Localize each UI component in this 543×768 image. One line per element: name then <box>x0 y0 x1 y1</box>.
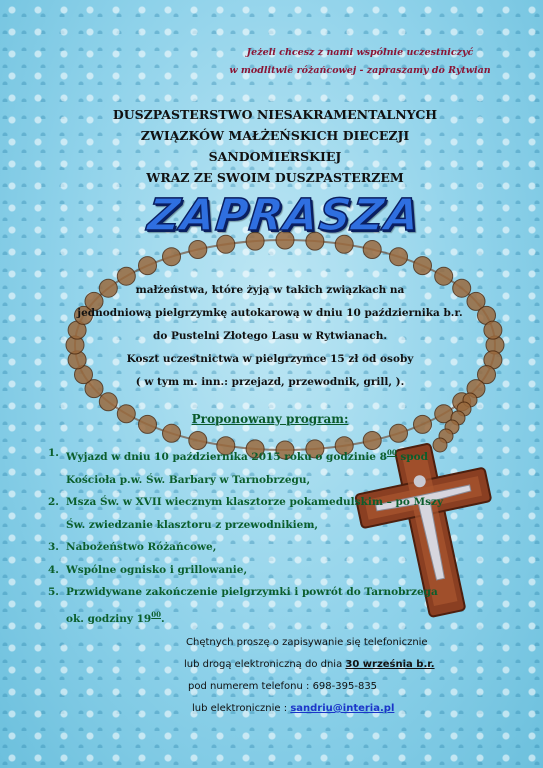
rosary-bead <box>163 248 181 266</box>
rosary-bead <box>484 321 502 339</box>
contact-line-1: Chętnych proszę o zapisywanie się telefonicznie <box>186 637 428 648</box>
rosary-bead <box>139 415 157 433</box>
program-item-continuation <box>48 469 488 492</box>
contact-line-2-text: lub drogą elektroniczną do dnia <box>184 659 346 670</box>
desc-line-4: Koszt uczestnictwa w pielgrzymce 15 zł od osoby <box>126 353 414 365</box>
item-number: 5. <box>48 586 59 598</box>
rosary-bead <box>390 424 408 442</box>
contact-line-4 <box>170 698 460 720</box>
item-text: Wspólne ognisko i grillowanie, <box>66 563 248 576</box>
program-item <box>48 442 488 469</box>
rosary-bead <box>414 415 432 433</box>
item-text-line-2: Kościoła p.w. Św. Barbary w Tarnobrzegu, <box>66 473 311 486</box>
item-text-end: . <box>160 612 165 625</box>
rosary-bead <box>163 424 181 442</box>
rosary-bead <box>363 241 381 259</box>
item-text: Msza Św. w XVII wiecznym klasztorze pokamedulskim – po Mszy <box>66 496 444 508</box>
item-text-end: spod <box>396 451 428 463</box>
program-item-continuation <box>48 514 488 537</box>
rosary-bead <box>189 241 207 259</box>
organizer-line-4: WRAZ ZE SWOIM DUSZPASTERZEM <box>146 170 404 185</box>
rosary-bead <box>139 257 157 275</box>
item-number: 1. <box>48 447 59 459</box>
invite-line-1: Jeżeli chcesz z nami wspólnie uczestniczyć <box>246 47 474 58</box>
desc-line-1: małżeństwa, które żyją w takich związkach na <box>135 284 405 296</box>
invitation-note <box>190 44 530 80</box>
email-link[interactable]: sandriu@interia.pl <box>290 703 395 714</box>
program-title: Proponowany program: <box>191 412 349 426</box>
item-text-line-2: ok. godziny 19 <box>66 612 152 625</box>
contact-info <box>170 632 460 720</box>
item-number: 4. <box>48 563 59 576</box>
time-superscript: 00 <box>151 609 161 619</box>
organizer-line-3: SANDOMIERSKIEJ <box>208 149 342 164</box>
program-list <box>48 442 488 630</box>
rosary-bead <box>414 257 432 275</box>
program-item <box>48 581 488 604</box>
item-text: Przwidywane zakończenie pielgrzymki i powrót do Tarnobrzega <box>66 586 438 598</box>
rosary-bead <box>117 405 135 423</box>
contact-line-4-text: lub elektronicznie : <box>192 703 291 714</box>
item-number: 2. <box>48 496 59 508</box>
item-text: Wyjazd w dniu 10 października 2015 roku o godzinie 8 <box>66 451 387 463</box>
rosary-bead <box>99 393 117 411</box>
contact-phone: pod numerem telefonu : 698-395-835 <box>188 681 378 692</box>
contact-line-2 <box>170 654 460 676</box>
program-item-continuation <box>48 604 488 631</box>
organizer-heading <box>40 104 510 188</box>
program-item <box>48 559 488 582</box>
organizer-line-1: DUSZPASTERSTWO NIESAKRAMENTALNYCH <box>112 107 438 122</box>
desc-line-3: do Pustelni Złotego Lasu w Rytwianach. <box>152 330 387 342</box>
desc-line-2: jednodniową pielgrzymkę autokarową w dniu 10 października b.r. <box>77 307 463 319</box>
organizer-line-2: ZWIĄZKÓW MAŁŻEŃSKICH DIECEZJI <box>140 128 410 143</box>
item-text-line-2: Św. zwiedzanie klasztoru z przewodnikiem, <box>66 518 319 531</box>
desc-line-5: ( w tym m. inn.: przejazd, przewodnik, grill, ). <box>135 376 405 388</box>
headline-zaprasza: ZAPRASZA <box>145 190 423 241</box>
invite-line-2: w modlitwie różańcowej - zapraszamy do Rytwian <box>229 65 491 76</box>
rosary-bead <box>390 248 408 266</box>
event-description <box>60 279 480 394</box>
program-item <box>48 536 488 559</box>
deadline-date: 30 września b.r. <box>345 659 435 670</box>
item-number: 3. <box>48 541 59 553</box>
item-text: Nabożeństwo Różańcowe, <box>66 541 217 553</box>
program-item <box>48 491 488 514</box>
time-superscript: 00 <box>386 448 397 457</box>
